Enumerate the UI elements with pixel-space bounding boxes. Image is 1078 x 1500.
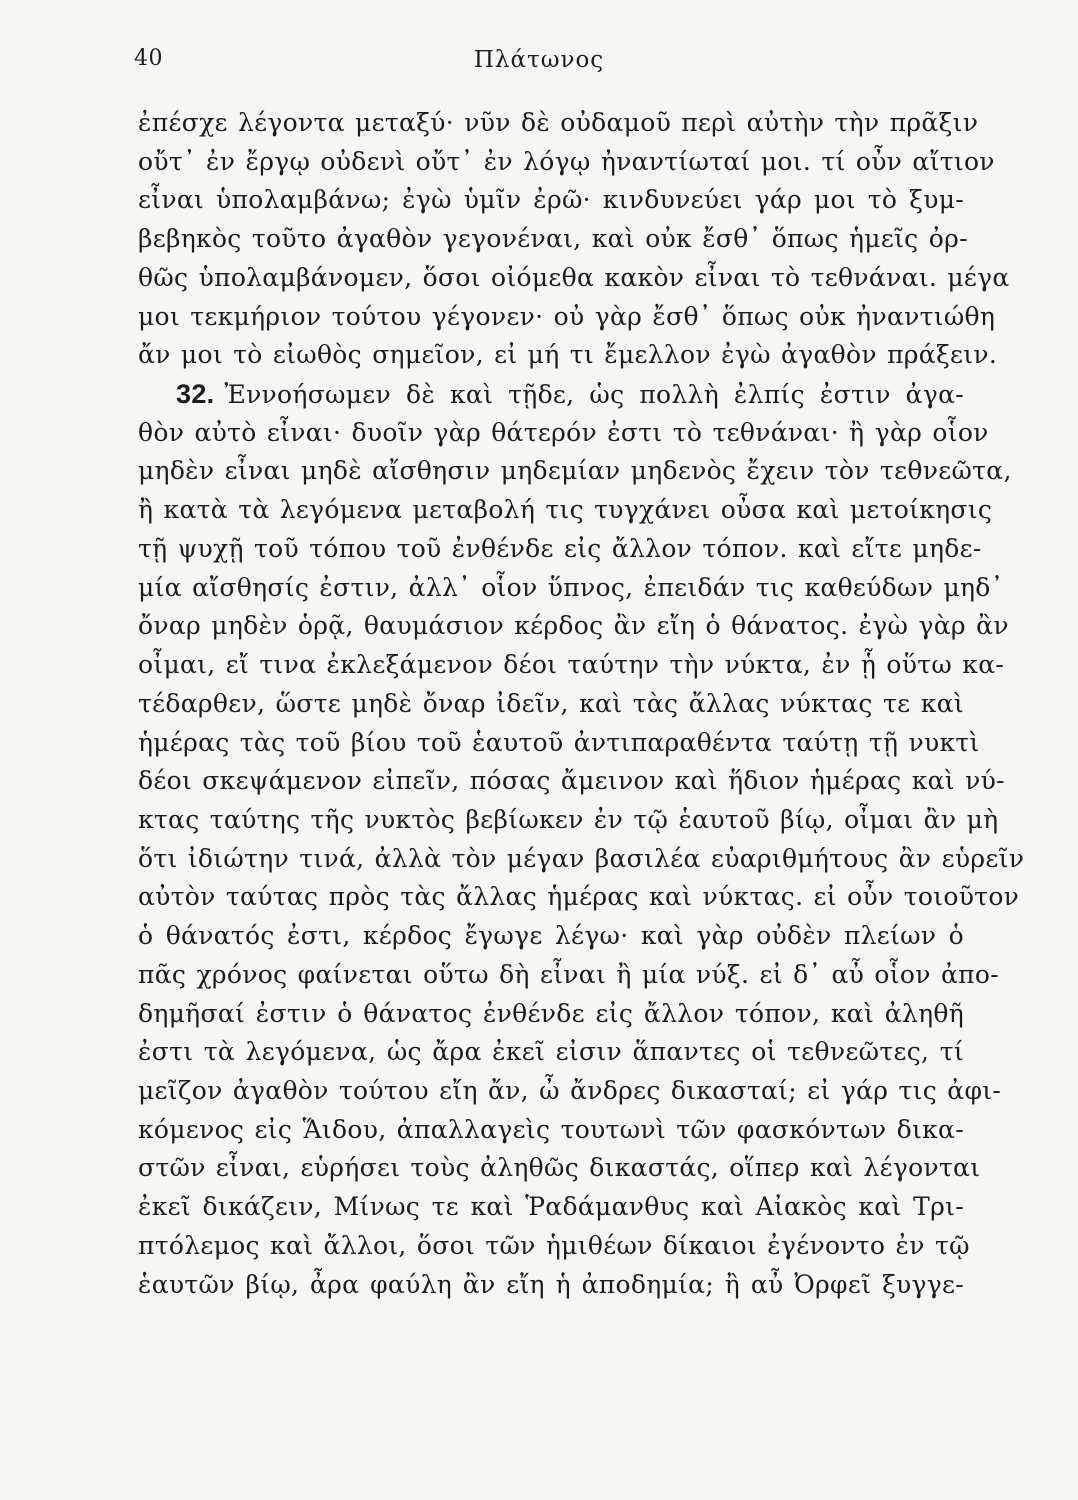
text-line: κόμενος εἰς Ἅιδου, ἀπαλλαγεὶς τουτωνὶ τῶν φασκόντων δικα- — [138, 1114, 964, 1144]
page-number: 40 — [134, 46, 163, 71]
text-line: Ἐννοήσωμεν δὲ καὶ τῇδε, ὡς πολλὴ ἐλπίς ἐστιν ἀγα- — [224, 380, 964, 410]
text-line: ἐστι τὰ λεγόμενα, ὡς ἄρα ἐκεῖ εἰσιν ἅπαντες οἱ τεθνεῶτες, τί — [138, 1037, 964, 1067]
text-line: βεβηκὸς τοῦτο ἀγαθὸν γεγονέναι, καὶ οὐκ ἔσθ᾽ ὅπως ἡμεῖς ὀρ- — [138, 224, 968, 254]
text-line: αὐτὸν ταύτας πρὸς τὰς ἄλλας ἡμέρας καὶ νύκτας. εἰ οὖν τοιοῦτον — [138, 882, 1020, 912]
text-line: κτας ταύτης τῆς νυκτὸς βεβίωκεν ἐν τῷ ἑαυτοῦ βίῳ, οἶμαι ἂν μὴ — [138, 804, 999, 834]
body-text — [138, 104, 1025, 1304]
text-line: μηδὲν εἶναι μηδὲ αἴσθησιν μηδεμίαν μηδενὸς ἔχειν τὸν τεθνεῶτα, — [138, 456, 1012, 486]
section-start-line — [138, 375, 964, 414]
text-line: ἐκεῖ δικάζειν, Μίνως τε καὶ Ῥαδάμανθυς καὶ Αἰακὸς καὶ Τρι- — [138, 1192, 964, 1222]
text-line: ἄν μοι τὸ εἰωθὸς σημεῖον, εἰ μή τι ἔμελλον ἐγὼ ἀγαθὸν πράξειν. — [138, 340, 998, 370]
text-line: οὔτ᾽ ἐν ἔργῳ οὐδενὶ οὔτ᾽ ἐν λόγῳ ἠναντίωταί μοι. τί οὖν αἴτιον — [138, 146, 995, 176]
text-line: ὅτι ἰδιώτην τινά, ἀλλὰ τὸν μέγαν βασιλέα εὐαριθμήτους ἂν εὑρεῖν — [138, 843, 1025, 873]
text-line: ἡμέρας τὰς τοῦ βίου τοῦ ἑαυτοῦ ἀντιπαραθέντα ταύτῃ τῇ νυκτὶ — [138, 727, 980, 757]
text-line: δέοι σκεψάμενον εἰπεῖν, πόσας ἄμεινον καὶ ἥδιον ἡμέρας καὶ νύ- — [138, 766, 1005, 796]
text-line: θῶς ὑπολαμβάνομεν, ὅσοι οἰόμεθα κακὸν εἶναι τὸ τεθνάναι. μέγα — [138, 262, 1010, 292]
text-line: ὄναρ μηδὲν ὁρᾷ, θαυμάσιον κέρδος ἂν εἴη ὁ θάνατος. ἐγὼ γὰρ ἂν — [138, 611, 1009, 641]
text-line: εἶναι ὑπολαμβάνω; ἐγὼ ὑμῖν ἐρῶ· κινδυνεύει γάρ μοι τὸ ξυμ- — [138, 185, 964, 215]
section-number: 32. — [176, 379, 215, 410]
running-title: Πλάτωνος — [473, 47, 605, 73]
text-line: οἶμαι, εἴ τινα ἐκλεξάμενον δέοι ταύτην τὴν νύκτα, ἐν ᾗ οὕτω κα- — [138, 650, 1005, 680]
text-line: ἢ κατὰ τὰ λεγόμενα μεταβολή τις τυγχάνει οὖσα καὶ μετοίκησις — [138, 495, 993, 525]
text-line: μία αἴσθησίς ἐστιν, ἀλλ᾽ οἷον ὕπνος, ἐπειδάν τις καθεύδων μηδ᾽ — [138, 572, 1004, 602]
text-line: πτόλεμος καὶ ἄλλοι, ὅσοι τῶν ἡμιθέων δίκαιοι ἐγένοντο ἐν τῷ — [138, 1230, 970, 1260]
text-line: στῶν εἶναι, εὑρήσει τοὺς ἀληθῶς δικαστάς, οἵπερ καὶ λέγονται — [138, 1153, 981, 1183]
text-line: ἐπέσχε λέγοντα μεταξύ· νῦν δὲ οὐδαμοῦ περὶ αὐτὴν τὴν πρᾶξιν — [138, 108, 979, 137]
text-line: τέδαρθεν, ὥστε μηδὲ ὄναρ ἰδεῖν, καὶ τὰς ἄλλας νύκτας τε καὶ — [138, 688, 964, 718]
text-line: δημῆσαί ἐστιν ὁ θάνατος ἐνθένδε εἰς ἄλλον τόπον, καὶ ἀληθῆ — [138, 998, 964, 1028]
text-line: μεῖζον ἀγαθὸν τούτου εἴη ἄν, ὦ ἄνδρες δικασταί; εἰ γάρ τις ἀφι- — [138, 1075, 1002, 1105]
text-line: μοι τεκμήριον τούτου γέγονεν· οὐ γὰρ ἔσθ᾽ ὅπως οὐκ ἠναντιώθη — [138, 301, 996, 331]
text-line: ἑαυτῶν βίῳ, ἆρα φαύλη ἂν εἴη ἡ ἀποδημία; ἢ αὖ Ὀρφεῖ ξυγγε- — [138, 1269, 964, 1299]
text-line: τῇ ψυχῇ τοῦ τόπου τοῦ ἐνθένδε εἰς ἄλλον τόπον. καὶ εἴτε μηδε- — [138, 533, 982, 563]
text-line: ὁ θάνατός ἐστι, κέρδος ἔγωγε λέγω· καὶ γὰρ οὐδὲν πλείων ὁ — [138, 921, 964, 951]
text-line: πᾶς χρόνος φαίνεται οὕτω δὴ εἶναι ἢ μία νύξ. εἰ δ᾽ αὖ οἷον ἀπο- — [138, 959, 999, 989]
text-line: θὸν αὐτὸ εἶναι· δυοῖν γὰρ θάτερόν ἐστι τὸ τεθνάναι· ἢ γὰρ οἷον — [138, 417, 989, 447]
